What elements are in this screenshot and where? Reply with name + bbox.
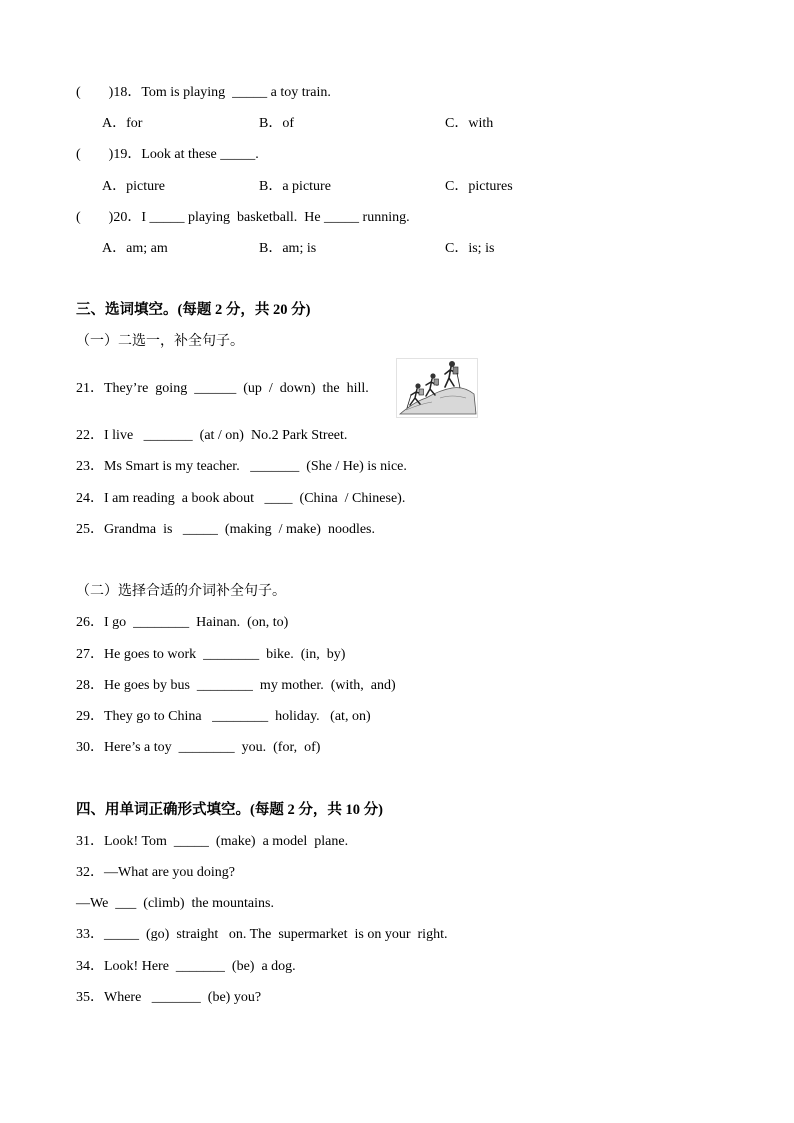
section4-title: 四、用单词正确形式填空。(每题 2 分，共 10 分) xyxy=(76,802,383,818)
question-26: 26．I go ________ Hainan. (on, to) xyxy=(76,615,289,630)
option-20-a: A．am; am xyxy=(102,241,168,256)
question-19: ( )19．Look at these _____. xyxy=(76,147,259,162)
question-28: 28．He goes by bus ________ my mother. (with, and) xyxy=(76,678,396,693)
question-31: 31．Look! Tom _____ (make) a model plane. xyxy=(76,834,349,849)
question-27: 27．He goes to work ________ bike. (in, by) xyxy=(76,647,346,662)
option-20-c: C．is; is xyxy=(445,241,495,256)
question-24: 24．I am reading a book about ____ (China / Chinese). xyxy=(76,491,406,506)
section3-part2-title: （二）选择合适的介词补全句子。 xyxy=(76,584,286,599)
question-21: 21．They’re going ______ (up / down) the hill. xyxy=(76,381,369,396)
question-23: 23．Ms Smart is my teacher. _______ (She / He) is nice. xyxy=(76,459,407,474)
section3-title: 三、选词填空。(每题 2 分，共 20 分) xyxy=(76,302,311,318)
option-18-b: B．of xyxy=(259,116,294,131)
question-32: 32．—What are you doing? xyxy=(76,865,236,880)
question-35: 35．Where _______ (be) you? xyxy=(76,990,262,1005)
question-18: ( )18．Tom is playing _____ a toy train. xyxy=(76,85,331,100)
section3-part1-title: （一）二选一，补全句子。 xyxy=(76,334,244,349)
hikers-climbing-illustration xyxy=(396,358,478,418)
option-18-c: C．with xyxy=(445,116,494,131)
question-33: 33．_____ (go) straight on. The supermarket is on your right. xyxy=(76,927,448,942)
question-34: 34．Look! Here _______ (be) a dog. xyxy=(76,959,296,974)
question-25: 25．Grandma is _____ (making / make) noodles. xyxy=(76,522,376,537)
question-32-answer-line: —We ___ (climb) the mountains. xyxy=(76,896,274,911)
option-18-a: A．for xyxy=(102,116,143,131)
option-19-c: C．pictures xyxy=(445,179,513,194)
option-20-b: B．am; is xyxy=(259,241,317,256)
question-30: 30．Here’s a toy ________ you. (for, of) xyxy=(76,740,321,755)
option-19-b: B．a picture xyxy=(259,179,331,194)
question-20: ( )20．I _____ playing basketball. He _____ running. xyxy=(76,210,410,225)
option-19-a: A．picture xyxy=(102,179,165,194)
question-22: 22．I live _______ (at / on) No.2 Park Street. xyxy=(76,428,348,443)
question-29: 29．They go to China ________ holiday. (at, on) xyxy=(76,709,371,724)
